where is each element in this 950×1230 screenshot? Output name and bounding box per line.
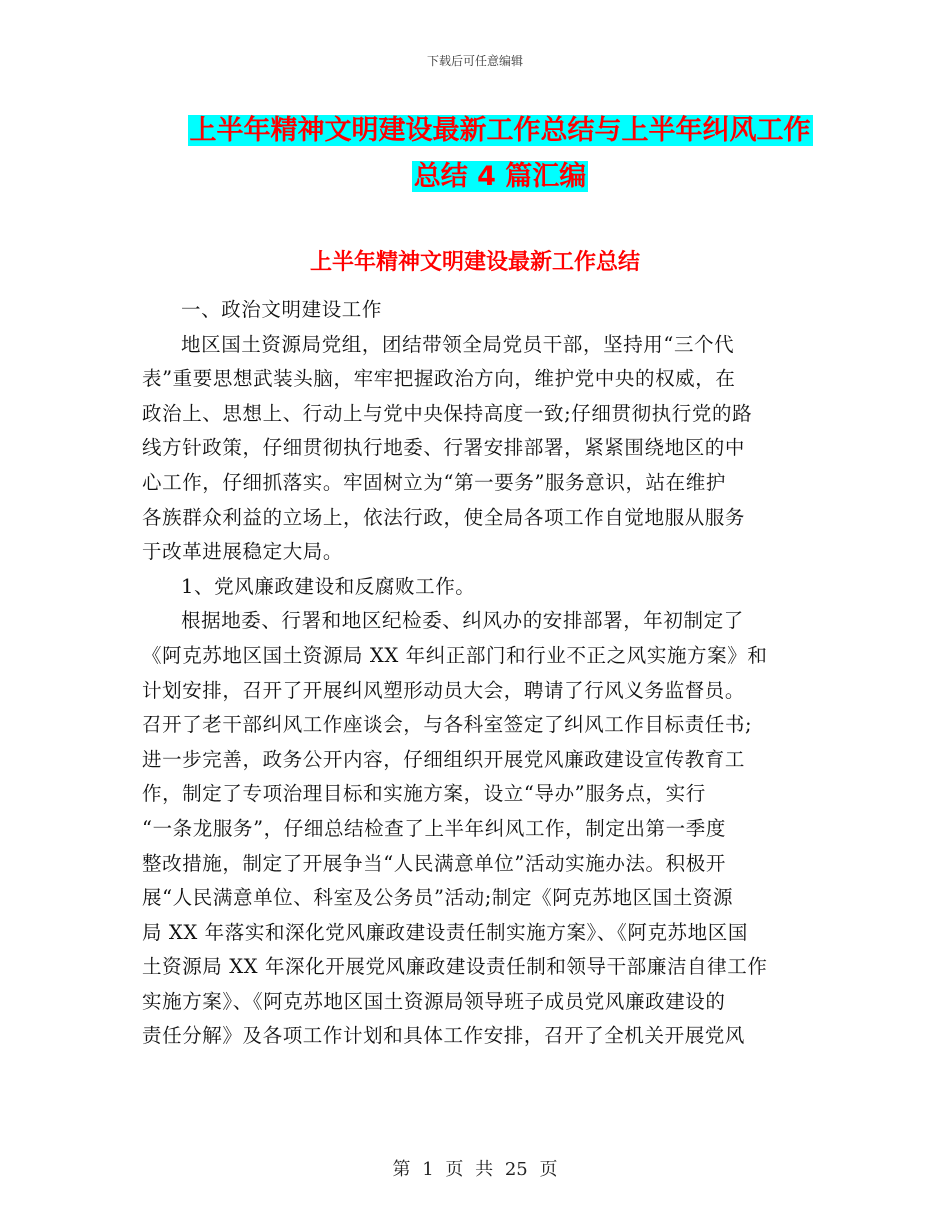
paragraph-line: 表”重要思想武装头脑，牢牢把握政治方向，维护党中央的权威，在 xyxy=(142,367,736,391)
paragraph-line: 根据地委、行署和地区纪检委、纠风办的安排部署，年初制定了 xyxy=(181,609,744,633)
paragraph-line: 各族群众利益的立场上，依法行政，使全局各项工作自觉地服从服务 xyxy=(142,505,746,529)
document-title xyxy=(140,108,860,200)
paragraph-line: 线方针政策，仔细贯彻执行地委、行署安排部署，紧紧围绕地区的中 xyxy=(142,436,746,460)
subsection-heading: 1、党风廉政建设和反腐败工作。 xyxy=(181,574,476,598)
paragraph-line: 于改革进展稳定大局。 xyxy=(142,540,344,564)
paragraph-line: 计划安排，召开了开展纠风塑形动员大会，聘请了行风义务监督员。 xyxy=(142,678,746,702)
document-body xyxy=(142,293,810,1054)
paragraph-line: 土资源局 XX 年深化开展党风廉政建设责任制和领导干部廉洁自律工作 xyxy=(142,955,768,979)
document-title-line-2: 总结 4 篇汇编 xyxy=(413,161,587,192)
paragraph-line: 局 XX 年落实和深化党风廉政建设责任制实施方案》、《阿克苏地区国 xyxy=(142,920,748,944)
paragraph-line: 实施方案》、《阿克苏地区国土资源局领导班子成员党风廉政建设的 xyxy=(142,989,726,1013)
paragraph-line: 《阿克苏地区国土资源局 XX 年纠正部门和行业不正之风实施方案》和 xyxy=(142,643,768,667)
paragraph-line: 心工作，仔细抓落实。牢固树立为“第一要务”服务意识，站在维护 xyxy=(142,470,726,494)
paragraph-line: 政治上、思想上、行动上与党中央保持高度一致;仔细贯彻执行党的路 xyxy=(142,401,753,425)
paragraph-line: “一条龙服务”，仔细总结检查了上半年纠风工作，制定出第一季度 xyxy=(142,816,726,840)
page-number-footer: 第 1 页 共 25 页 xyxy=(392,1159,558,1180)
paragraph-line: 召开了老干部纠风工作座谈会，与各科室签定了纠风工作目标责任书; xyxy=(142,713,753,737)
page-header-note: 下载后可任意编辑 xyxy=(426,54,523,68)
paragraph-line: 进一步完善，政务公开内容，仔细组织开展党风廉政建设宣传教育工 xyxy=(142,747,746,771)
document-title-line-1: 上半年精神文明建设最新工作总结与上半年纠风工作 xyxy=(189,115,811,146)
paragraph-line: 展“人民满意单位、科室及公务员”活动;制定《阿克苏地区国土资源 xyxy=(142,886,734,910)
paragraph-line: 责任分解》及各项工作计划和具体工作安排，召开了全机关开展党风 xyxy=(142,1024,746,1048)
paragraph-line: 整改措施，制定了开展争当“人民满意单位”活动实施办法。积极开 xyxy=(142,851,726,875)
paragraph-line: 作，制定了专项治理目标和实施方案，设立“导办”服务点，实行 xyxy=(142,782,706,806)
paragraph-line: 地区国土资源局党组，团结带领全局党员干部，坚持用“三个代 xyxy=(181,332,735,356)
section-title: 上半年精神文明建设最新工作总结 xyxy=(309,250,640,275)
section-heading: 一、政治文明建设工作 xyxy=(181,298,383,321)
